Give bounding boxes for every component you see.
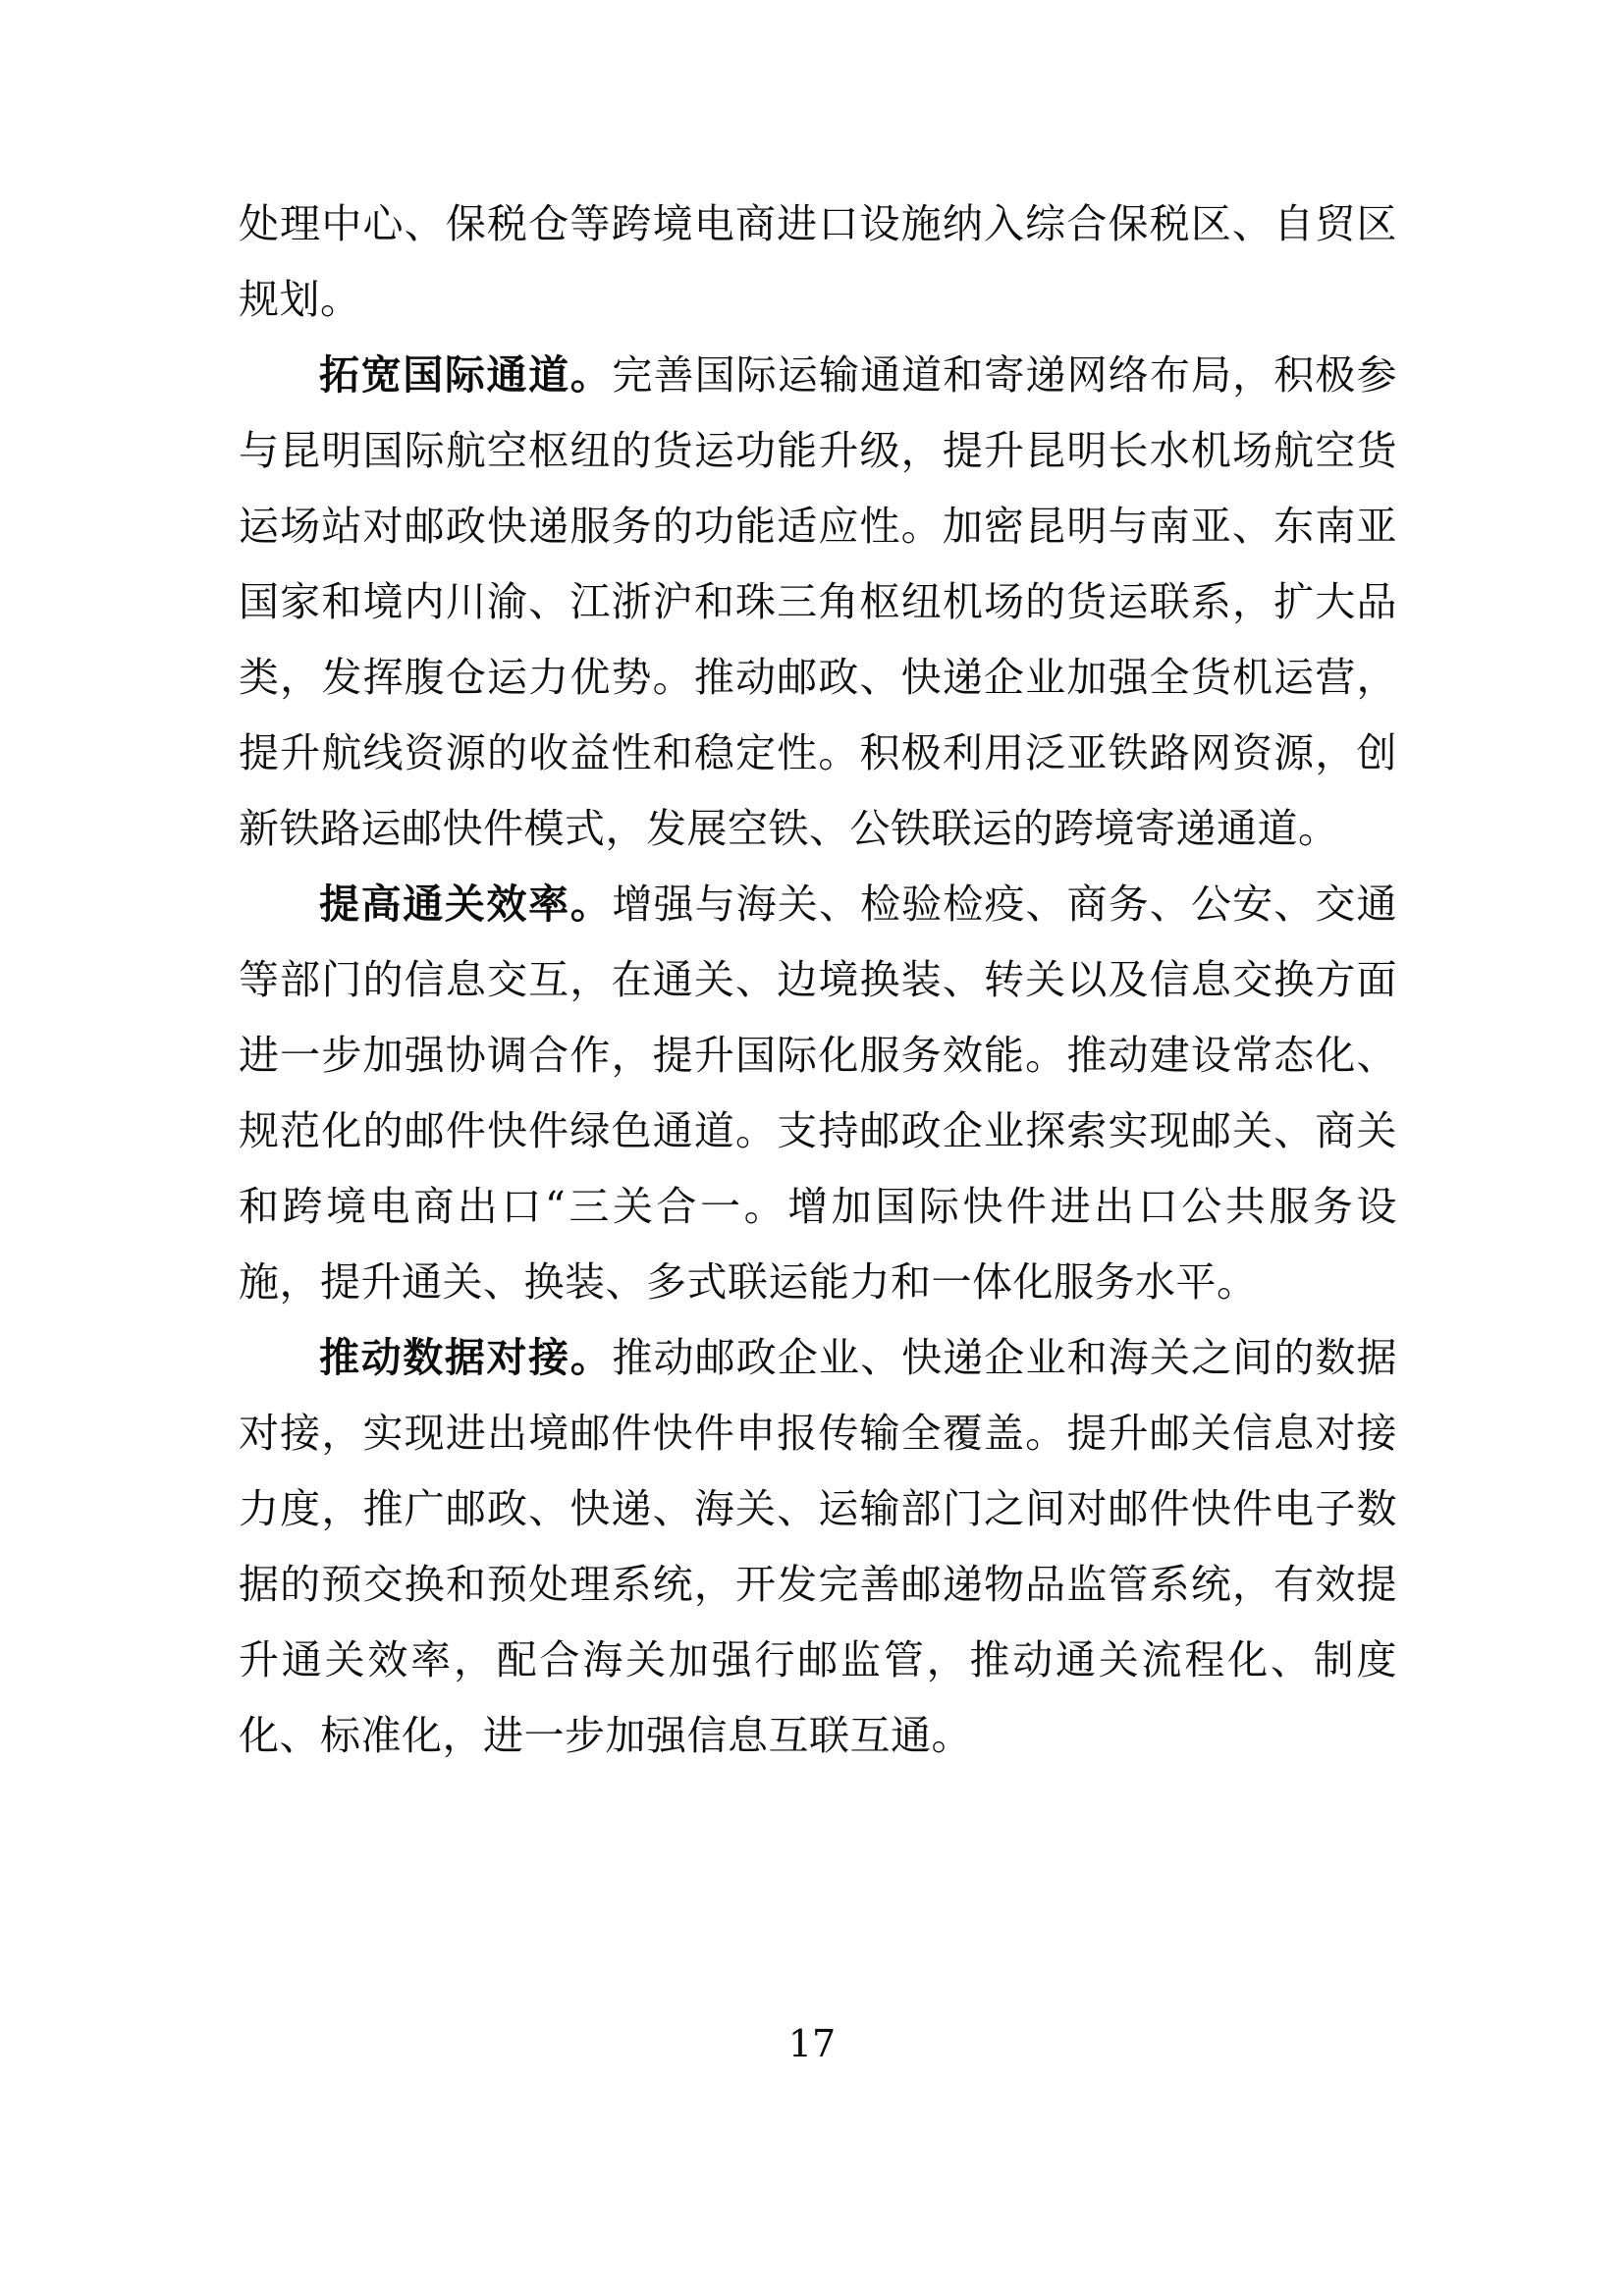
paragraph-lead: 推动数据对接。	[319, 1334, 613, 1381]
paragraph-lead: 拓宽国际通道。	[319, 351, 613, 399]
paragraph-continuation	[239, 187, 1397, 338]
paragraph-lead: 提高通关效率。	[319, 881, 613, 928]
paragraph-text: 推动邮政企业、快递企业和海关之间的数据对接，实现进出境邮件快件申报传输全覆盖。提升邮关信息对接力度，推广邮政、快递、海关、运输部门之间对邮件快件电子数据的预交换和预处理系统，开发完善邮递物品监管系统，有效提升通关效率，配合海关加强行邮监管，推动通关流程化、制度化、标准化，进一步加强信息互联互通。	[239, 1334, 1398, 1759]
paragraph-promote-data-integration	[239, 1320, 1397, 1774]
page-number: 17	[787, 2022, 837, 2065]
paragraph-improve-customs-efficiency	[239, 867, 1397, 1320]
paragraph-text: 增强与海关、检验检疫、商务、公安、交通等部门的信息交互，在通关、边境换装、转关以及信息交换方面进一步加强协调合作，提升国际化服务效能。推动建设常态化、规范化的邮件快件绿色通道。支持邮政企业探索实现邮关、商关和跨境电商出口“三关合一。增加国际快件进出口公共服务设施，提升通关、换装、多式联运能力和一体化服务水平。	[239, 881, 1398, 1306]
paragraph-text: 处理中心、保税仓等跨境电商进口设施纳入综合保税区、自贸区规划。	[239, 200, 1397, 323]
page-body	[239, 187, 1397, 1774]
paragraph-expand-international-channels	[239, 338, 1397, 867]
paragraph-text: 完善国际运输通道和寄递网络布局，积极参与昆明国际航空枢纽的货运功能升级，提升昆明长水机场航空货运场站对邮政快递服务的功能适应性。加密昆明与南亚、东南亚国家和境内川渝、江浙沪和珠三角枢纽机场的货运联系，扩大品类，发挥腹仓运力优势。推动邮政、快递企业加强全货机运营，提升航线资源的收益性和稳定性。积极利用泛亚铁路网资源，创新铁路运邮快件模式，发展空铁、公铁联运的跨境寄递通道。	[239, 351, 1398, 852]
